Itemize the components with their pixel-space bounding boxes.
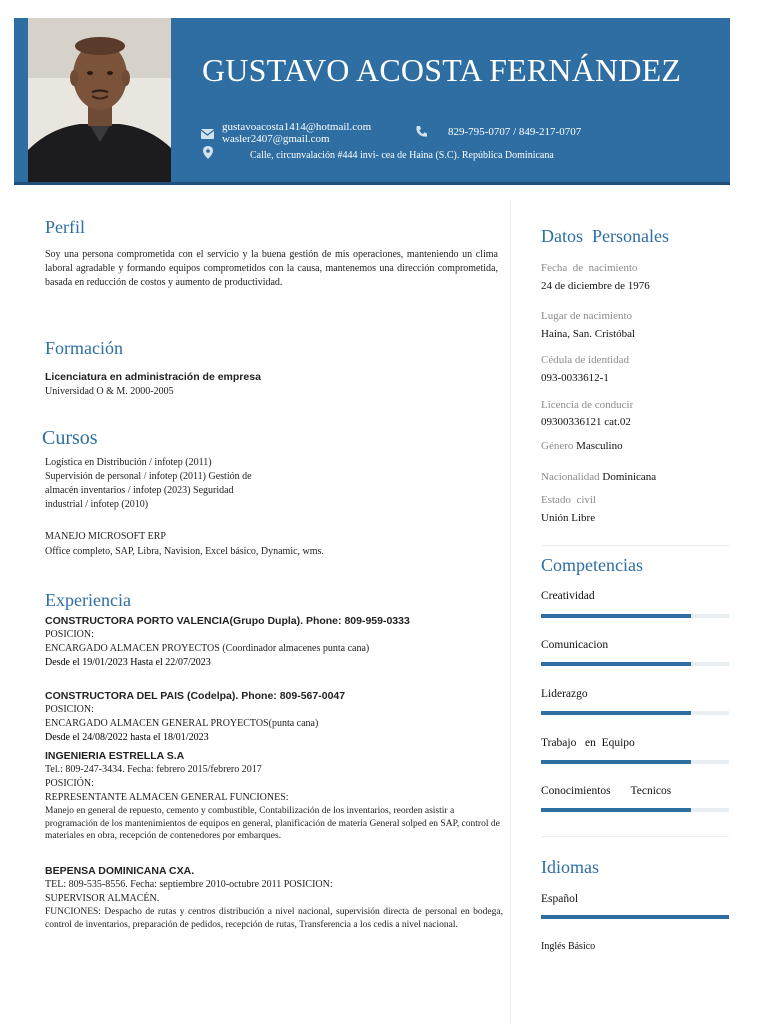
job-tel: Tel.: 809-247-3434. Fecha: febrero 2015/febrero 2017 bbox=[45, 764, 262, 775]
column-divider bbox=[510, 200, 511, 1024]
job-position-label: POSICION: bbox=[45, 704, 94, 715]
job-company: CONSTRUCTORA PORTO VALENCIA(Grupo Dupla). Phone: 809-959-0333 bbox=[45, 615, 410, 627]
phone-icon bbox=[415, 125, 428, 143]
skill-bar-fill bbox=[541, 711, 691, 715]
job-bepensa bbox=[45, 864, 503, 931]
section-title-idiomas: Idiomas bbox=[541, 857, 599, 877]
job-company: BEPENSA DOMINICANA CXA. bbox=[45, 865, 195, 877]
lugar-label: Lugar de nacimiento bbox=[541, 310, 633, 322]
map-pin-icon bbox=[203, 146, 213, 164]
job-position: ENCARGADO ALMACEN PROYECTOS (Coordinador almacenes punta cana) bbox=[45, 643, 370, 654]
genero-value: Masculino bbox=[576, 440, 623, 452]
cedula-value: 093-0033612-1 bbox=[541, 372, 609, 384]
nacionalidad-label: Nacionalidad bbox=[541, 471, 600, 483]
skill-bar bbox=[541, 760, 729, 764]
section-title-datos: Datos Personales bbox=[541, 226, 669, 246]
licencia-label: Licencia de conducir bbox=[541, 399, 634, 411]
job-position: ENCARGADO ALMACEN GENERAL PROYECTOS(punta cana) bbox=[45, 718, 319, 729]
skill-bar bbox=[541, 614, 729, 618]
language-bar-fill bbox=[541, 915, 729, 919]
language-label: Español bbox=[541, 893, 579, 905]
cedula-label: Cédula de identidad bbox=[541, 354, 629, 366]
curso-line: Supervisión de personal / infotep (2011) Gestión de bbox=[45, 471, 252, 482]
skill-label: Creatividad bbox=[541, 590, 595, 602]
job-dates: Desde el 24/08/2022 hasta el 18/01/2023 bbox=[45, 732, 209, 743]
skill-bar-fill bbox=[541, 614, 691, 618]
profile-photo bbox=[28, 18, 171, 182]
skill-label: Liderazgo bbox=[541, 688, 588, 700]
genero-label: Género bbox=[541, 440, 574, 452]
language-bar bbox=[541, 915, 729, 919]
lugar-value: Haina, San. Cristóbal bbox=[541, 328, 636, 340]
job-position: REPRESENTANTE ALMACEN GENERAL FUNCIONES: bbox=[45, 792, 289, 803]
envelope-icon bbox=[201, 126, 214, 144]
licencia-value: 09300336121 cat.02 bbox=[541, 416, 631, 428]
skill-bar-fill bbox=[541, 808, 691, 812]
job-ingenieria-estrella bbox=[45, 749, 503, 843]
nacionalidad-row bbox=[541, 471, 656, 483]
skill-label: Comunicacion bbox=[541, 639, 609, 651]
genero-row bbox=[541, 440, 623, 452]
formacion-school: Universidad O & M. 2000-2005 bbox=[45, 386, 174, 397]
skill-bar bbox=[541, 808, 729, 812]
email-secondary[interactable]: wasler2407@gmail.com bbox=[222, 133, 330, 145]
section-title-formacion: Formación bbox=[45, 338, 123, 358]
perfil-text: Soy una persona comprometida con el servicio y la buena gestión de mis operaciones, manteniendo un clima laboral agradable y formando equipos comprometidos con la causa, mantenemos una dirección comprometida, basada en reducción de costos y aumento de productividad. bbox=[45, 249, 498, 288]
language-label: Inglés Básico bbox=[541, 941, 596, 952]
separator bbox=[541, 545, 729, 546]
skill-label: Conocimientos Tecnicos bbox=[541, 785, 672, 797]
job-description: FUNCIONES: Despacho de rutas y centros distribución a nivel nacional, supervisión directa de personal en bodega, control de inventarios, preparación de pedidos, recepción de rutas, Transferencia a los cedis a nivel nacional. bbox=[45, 907, 503, 930]
section-title-cursos: Cursos bbox=[42, 427, 98, 449]
cursos-list bbox=[45, 456, 345, 512]
erp-text: Office completo, SAP, Libra, Navision, Excel básico, Dynamic, wms. bbox=[45, 546, 324, 557]
email-primary[interactable]: gustavoacosta1414@hotmail.com bbox=[222, 121, 372, 133]
section-title-perfil: Perfil bbox=[45, 217, 85, 237]
curso-line: Logística en Distribución / infotep (2011) bbox=[45, 457, 212, 468]
skill-label: Trabajo en Equipo bbox=[541, 737, 635, 749]
job-position-label: POSICION: bbox=[45, 629, 94, 640]
phone-numbers[interactable]: 829-795-0707 / 849-217-0707 bbox=[448, 126, 582, 138]
skill-bar bbox=[541, 711, 729, 715]
job-company: CONSTRUCTORA DEL PAIS (Codelpa). Phone: 809-567-0047 bbox=[45, 690, 346, 702]
job-porto-valencia bbox=[45, 614, 505, 670]
address: Calle, circunvalación #444 invi- cea de Haina (S.C). República Dominicana bbox=[250, 150, 554, 161]
job-description: Manejo en general de repuesto, cemento y combustible, Contabilización de los inventarios, reorden asistir a programación de los mantenimientos de equipos en general, planificación de materia General solped en SAP, control de materiales en obra, recepción de contenedores por embarques. bbox=[45, 806, 500, 841]
fecha-label: Fecha de nacimiento bbox=[541, 262, 638, 274]
job-company: INGENIERIA ESTRELLA S.A bbox=[45, 750, 185, 762]
job-tel: TEL: 809-535-8556. Fecha: septiembre 2010-octubre 2011 POSICION: bbox=[45, 879, 333, 890]
job-position: SUPERVISOR ALMACÉN. bbox=[45, 893, 160, 904]
full-name: GUSTAVO ACOSTA FERNÁNDEZ bbox=[202, 52, 682, 88]
estado-label: Estado civil bbox=[541, 494, 596, 506]
estado-value: Unión Libre bbox=[541, 512, 596, 524]
section-title-experiencia: Experiencia bbox=[45, 590, 131, 610]
section-title-competencias: Competencias bbox=[541, 555, 643, 575]
job-dates: Desde el 19/01/2023 Hasta el 22/07/2023 bbox=[45, 657, 211, 668]
erp-title: MANEJO MICROSOFT ERP bbox=[45, 531, 166, 542]
curso-line: industrial / infotep (2010) bbox=[45, 499, 149, 510]
curso-line: almacén inventarios / infotep (2023) Seguridad bbox=[45, 485, 234, 496]
job-codelpa bbox=[45, 689, 505, 745]
separator bbox=[541, 836, 729, 837]
skill-bar-fill bbox=[541, 662, 691, 666]
job-position-label: POSICIÓN: bbox=[45, 778, 94, 789]
formacion-degree: Licenciatura en administración de empresa bbox=[45, 371, 261, 383]
nacionalidad-value: Dominicana bbox=[602, 471, 657, 483]
skill-bar-fill bbox=[541, 760, 691, 764]
fecha-value: 24 de diciembre de 1976 bbox=[541, 280, 650, 292]
skill-bar bbox=[541, 662, 729, 666]
